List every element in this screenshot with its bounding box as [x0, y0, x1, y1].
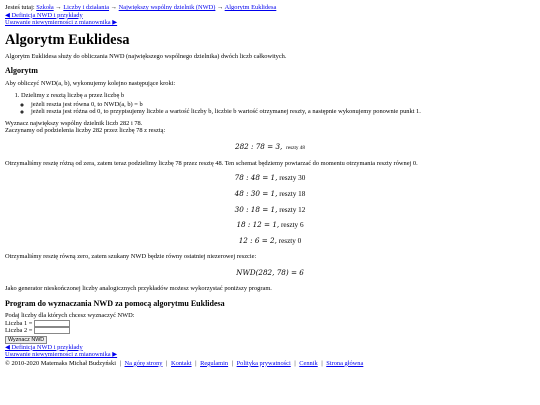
footer-separator: |	[119, 359, 121, 367]
algorithm-steps	[5, 92, 535, 116]
algorithm-step-text: Dzielimy z resztą liczbę a przez liczbę b	[21, 92, 125, 100]
page-title: Algorytm Euklidesa	[5, 31, 130, 48]
number1-row	[5, 320, 535, 328]
conclusion-text: Otrzymaliśmy resztę równą zero, zatem szukany NWD będzie równy ostatniej niezerowej reszcie:	[5, 253, 257, 261]
division-remainder: reszty 0	[278, 237, 302, 246]
division-equation: 78 : 48 = 1,	[234, 173, 278, 183]
breadcrumb-link-liczby[interactable]: Liczby i działania	[63, 4, 110, 11]
footer-link-terms[interactable]: Regulamin	[200, 359, 229, 367]
nav-top	[5, 12, 535, 27]
next-lesson-link[interactable]: Usuwanie niewymierności z mianownika ▶	[5, 19, 118, 27]
division-equation: 18 : 12 = 1,	[236, 220, 280, 230]
algorithm-heading: Algorytm	[5, 66, 38, 76]
footer-separator: |	[321, 359, 323, 367]
breadcrumb-separator: →	[217, 4, 224, 11]
footer-separator: |	[166, 359, 168, 367]
division-step	[5, 173, 535, 184]
division-step	[5, 220, 535, 231]
breadcrumb-prefix: Jesteś tutaj:	[5, 4, 35, 11]
division-equation: 48 : 30 = 1,	[234, 188, 278, 198]
algorithm-substep: ◦ jeżeli reszta jest równa 0, to NWD(a, b) = b	[31, 101, 535, 109]
division-steps	[5, 173, 535, 247]
algorithm-substeps	[21, 101, 535, 116]
breadcrumb-link-current[interactable]: Algorytm Euklidesa	[224, 4, 277, 11]
result-equation	[5, 269, 535, 277]
copyright-text: © 2010-2020 Matemaks Michał Budzyński	[5, 359, 116, 367]
footer	[5, 360, 535, 368]
nwd-form	[5, 312, 535, 344]
breadcrumb-separator: →	[55, 4, 62, 11]
division-equation: 282 : 78 = 3,	[235, 142, 283, 152]
division-step	[5, 236, 535, 247]
footer-separator: |	[195, 359, 197, 367]
footer-link-privacy[interactable]: Polityka prywatności	[236, 359, 291, 367]
first-division	[5, 143, 535, 151]
division-step	[5, 189, 535, 200]
number2-row	[5, 327, 535, 335]
algorithm-step	[21, 92, 535, 116]
division-remainder: reszty 18	[279, 189, 306, 198]
generator-note: Jako generator nieskończonej liczby analogicznych przykładów możesz wykorzystać poniższy program.	[5, 285, 272, 293]
division-equation: 30 : 18 = 1,	[234, 204, 278, 214]
prev-lesson-link[interactable]: ◀ Definicja NWD i przykłady	[5, 11, 83, 19]
algorithm-substep: ◦ jeżeli reszta jest różna od 0, to przypisujemy liczbie a wartość liczby b, liczbie b wartość otrzymanej reszty, a następnie wykonujemy ponownie punkt 1.	[31, 108, 535, 116]
example-paragraph: Otrzymaliśmy resztę różną od zera, zatem teraz podzielimy liczbę 78 przez resztę 48. Ten schemat będziemy powtarzać do momentu otrzymania reszty równej 0.	[5, 159, 418, 167]
number2-input[interactable]	[34, 327, 70, 334]
division-remainder: reszty 12	[279, 205, 306, 214]
example-intro	[5, 120, 535, 135]
example-line: Wyznacz największy wspólny dzielnik liczb 282 i 78.	[5, 119, 143, 127]
division-remainder: reszty 30	[279, 174, 306, 183]
algorithm-lead: Aby obliczyć NWD(a, b), wykonujemy kolejno następujące kroki:	[5, 79, 176, 87]
breadcrumb-link-nwd[interactable]: Największy wspólny dzielnik (NWD)	[118, 4, 216, 11]
intro-text: Algorytm Euklidesa służy do obliczania NWD (największego wspólnego dzielnika) dwóch liczb całkowitych.	[5, 52, 287, 60]
example-line: Zaczynamy od podzielenia liczby 282 przez liczbę 78 z resztą:	[5, 127, 166, 135]
footer-link-pricing[interactable]: Cennik	[299, 359, 318, 367]
breadcrumb	[5, 4, 535, 12]
number1-label: Liczba 1 =	[5, 319, 33, 327]
breadcrumb-link-szkola[interactable]: Szkoła	[36, 4, 54, 11]
number1-input[interactable]	[34, 320, 70, 327]
division-remainder: reszty 48	[286, 145, 305, 152]
number2-label: Liczba 2 =	[5, 327, 33, 335]
breadcrumb-separator: →	[110, 4, 118, 11]
compute-nwd-button[interactable]: Wyznacz NWD	[5, 336, 47, 344]
division-equation: 12 : 6 = 2,	[238, 236, 277, 246]
program-heading: Program do wyznaczania NWD za pomocą algorytmu Euklidesa	[5, 298, 225, 308]
division-remainder: reszty 6	[280, 221, 304, 230]
footer-link-home[interactable]: Strona główna	[326, 359, 364, 367]
footer-separator: |	[231, 359, 234, 367]
nav-bottom	[5, 344, 535, 359]
footer-link-contact[interactable]: Kontakt	[170, 359, 192, 367]
footer-link-top[interactable]: Na górę strony	[124, 359, 163, 367]
prev-lesson-link[interactable]: ◀ Definicja NWD i przykłady	[5, 343, 83, 351]
result-value: NWD(282, 78) = 6	[236, 267, 304, 277]
footer-separator: |	[294, 359, 296, 367]
division-step	[5, 205, 535, 216]
next-lesson-link[interactable]: Usuwanie niewymierności z mianownika ▶	[5, 351, 118, 359]
form-prompt: Podaj liczby dla których chcesz wyznaczyć NWD:	[5, 312, 135, 320]
